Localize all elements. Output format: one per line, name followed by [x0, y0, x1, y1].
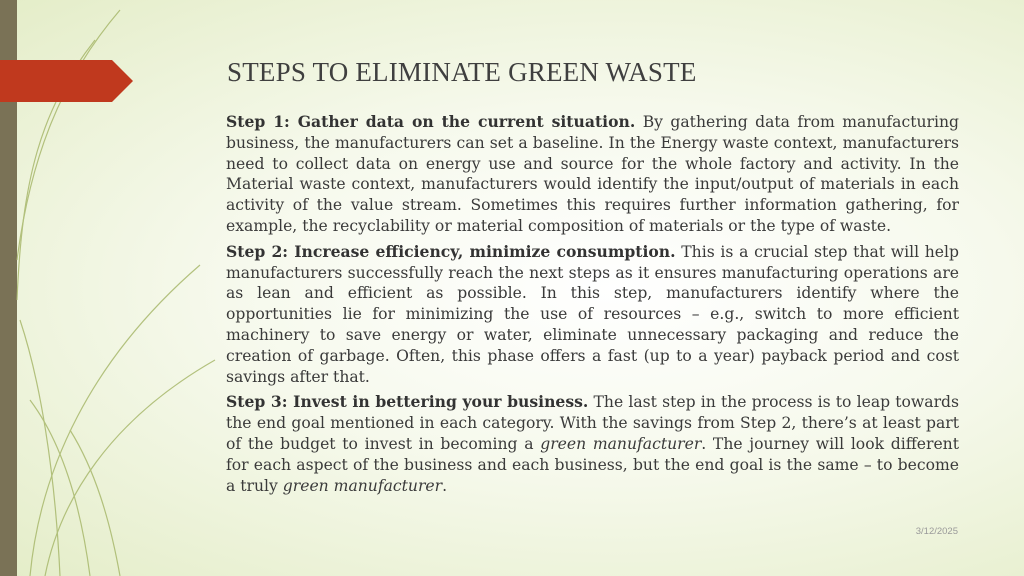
step-2-heading: Step 2: Increase efficiency, minimize consumption. [226, 241, 676, 261]
steps-content [226, 112, 959, 501]
title-accent-tab [0, 60, 133, 102]
step-1-paragraph [226, 112, 959, 237]
step-1-heading: Step 1: Gather data on the current situation. [226, 112, 636, 131]
step-3-text-b: . The journey will look different for each aspect of the business and each business, but the end goal is the same – to become a truly [226, 434, 959, 495]
step-3-emphasis-a: green manufacturer [540, 434, 702, 453]
step-3-emphasis-b: green manufacturer [282, 476, 443, 495]
slide-date: 3/12/2025 [915, 526, 958, 537]
step-3-paragraph [226, 392, 959, 496]
step-2-paragraph [226, 242, 959, 388]
step-1-text: By gathering data from manufacturing business, the manufacturers can set a baseline. In the Energy waste context, manufacturers need to collect data on energy use and source for the whole factory and activity. In the Material waste context, manufacturers would identify the input/output of materials in each activity of the value stream. Sometimes this requires further information gathering, for example, the recyclability or material composition of materials or the type of waste. [226, 113, 959, 235]
step-3-text-c: . [442, 476, 448, 495]
step-3-text-a: The last step in the process is to leap towards the end goal mentioned in each category. With the savings from Step 2, there’s at least part of the budget to invest in becoming a [226, 393, 960, 453]
step-3-heading: Step 3: Invest in bettering your business. [226, 392, 589, 412]
step-2-text: This is a crucial step that will help manufacturers successfully reach the next steps as it ensures manufacturing operations are as lean and efficient as possible. In this step, manufacturers identify where the opportunities lie for minimizing the use of resources – e.g., switch to more efficient machinery to save energy or water, eliminate unnecessary packaging and reduce the creation of garbage. Often, this phase offers a fast (up to a year) payback period and cost savings after that. [226, 242, 959, 386]
slide-title: STEPS TO ELIMINATE GREEN WASTE [227, 57, 697, 87]
